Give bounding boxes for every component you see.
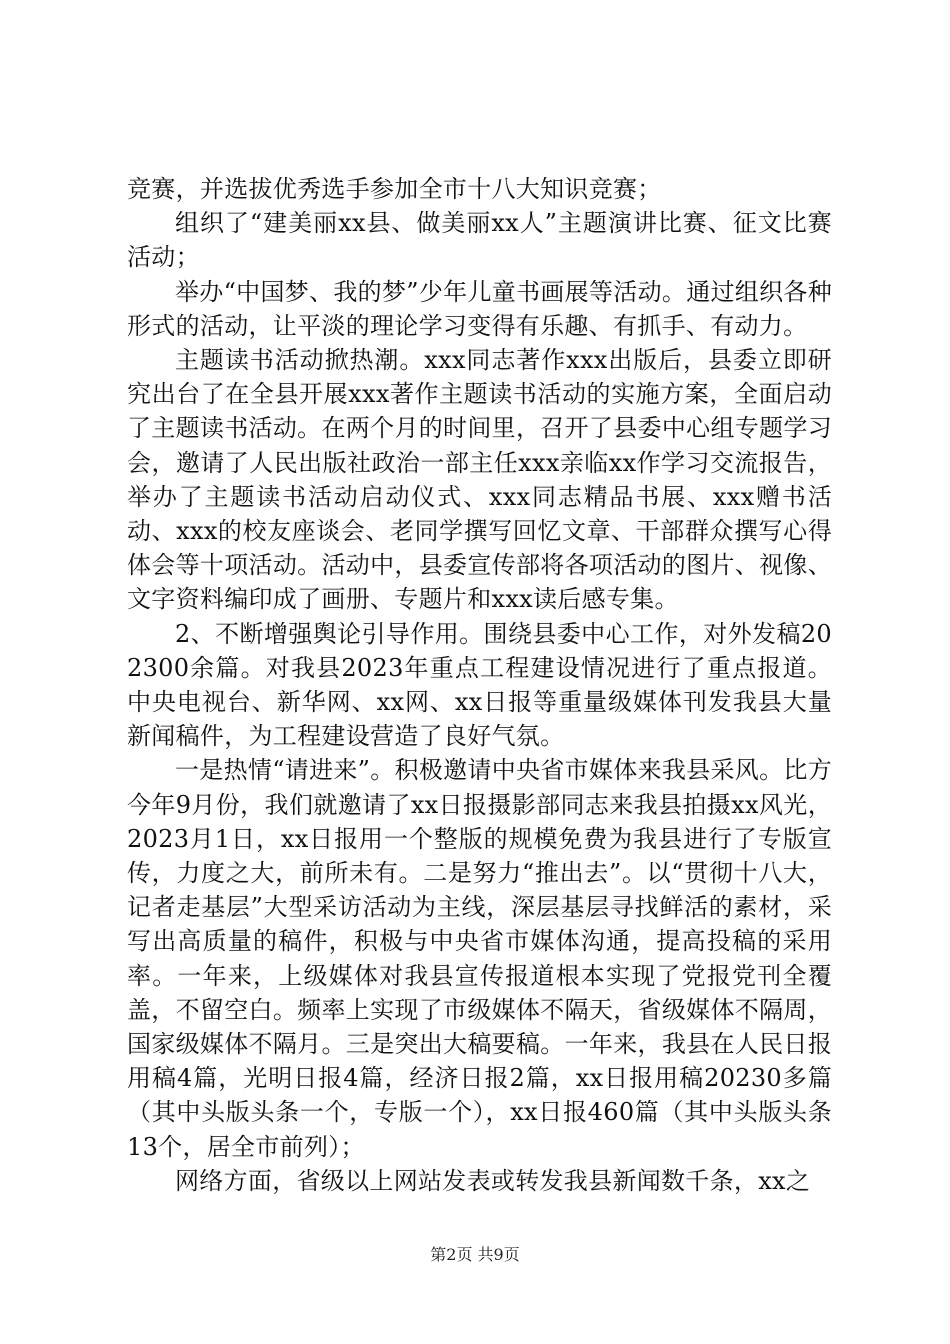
paragraph: 一是热情“请进来”。积极邀请中央省市媒体来我县采风。比方今年9月份，我们就邀请了xx日报摄影部同志来我县拍摄xx风光，2023月1日，xx日报用一个整版的规模免费为我县进行了专版宣传，力度之大，前所未有。二是努力“推出去”。以“贯彻十八大，记者走基层”大型采访活动为主线，深层基层寻找鲜活的素材，采写出高质量的稿件，积极与中央省市媒体沟通，提高投稿的采用率。一年来，上级媒体对我县宣传报道根本实现了党报党刊全覆盖，不留空白。频率上实现了市级媒体不隔天，省级媒体不隔周，国家级媒体不隔月。三是突出大稿要稿。一年来，我县在人民日报用稿4篇，光明日报4篇，经济日报2篇，xx日报用稿20230多篇（其中头版头条一个，专版一个），xx日报460篇（其中头版头条13个，居全市前列）； (127, 756, 832, 1161)
page-footer: 第2页 共9页 (430, 1245, 520, 1264)
body-text (127, 172, 832, 1198)
paragraph: 2、不断增强舆论引导作用。围绕县委中心工作，对外发稿202300余篇。对我县2023年重点工程建设情况进行了重点报道。中央电视台、新华网、xx网、xx日报等重量级媒体刊发我县大量新闻稿件，为工程建设营造了良好气氛。 (127, 619, 832, 751)
paragraph: 组织了“建美丽xx县、做美丽xx人”主题演讲比赛、征文比赛活动； (127, 209, 832, 272)
paragraph: 网络方面，省级以上网站发表或转发我县新闻数千条，xx之 (175, 1166, 811, 1195)
paragraph: 竞赛，并选拔优秀选手参加全市十八大知识竞赛； (127, 175, 662, 203)
paragraph: 主题读书活动掀热潮。xxx同志著作xxx出版后，县委立即研究出台了在全县开展xxx著作主题读书活动的实施方案，全面启动了主题读书活动。在两个月的时间里，召开了县委中心组专题学习会，邀请了人民出版社政治一部主任xxx亲临xx作学习交流报告，举办了主题读书活动启动仪式、xxx同志精品书展、xxx赠书活动、xxx的校友座谈会、老同学撰写回忆文章、干部群众撰写心得体会等十项活动。活动中，县委宣传部将各项活动的图片、视像、文字资料编印成了画册、专题片和xxx读后感专集。 (127, 346, 832, 614)
paragraph: 举办“中国梦、我的梦”少年儿童书画展等活动。通过组织各种形式的活动，让平淡的理论学习变得有乐趣、有抓手、有动力。 (127, 277, 832, 340)
